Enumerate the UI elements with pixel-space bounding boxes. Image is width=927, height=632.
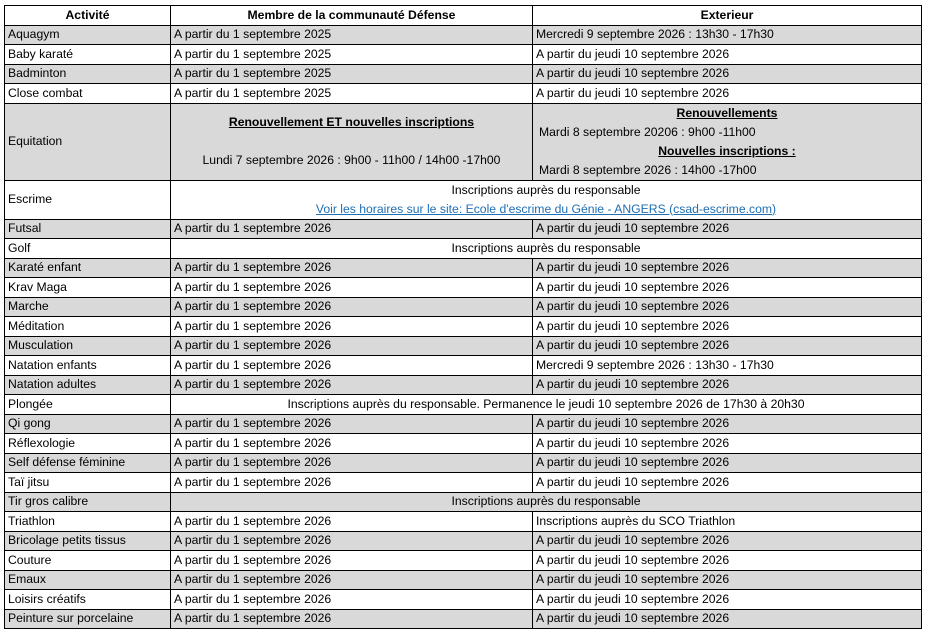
- table-row: [5, 219, 922, 239]
- exterior-cell: A partir du jeudi 10 septembre 2026: [533, 453, 922, 473]
- member-cell: A partir du 1 septembre 2026: [171, 336, 533, 356]
- activity-cell: Plongée: [5, 395, 171, 415]
- member-cell: A partir du 1 septembre 2026: [171, 258, 533, 278]
- activity-cell: Escrime: [5, 180, 171, 219]
- member-spacer: [174, 132, 529, 151]
- merged-cell: Inscriptions auprès du responsable: [171, 492, 922, 512]
- table-row: [5, 531, 922, 551]
- activity-cell: Triathlon: [5, 512, 171, 532]
- member-cell: A partir du 1 septembre 2026: [171, 453, 533, 473]
- table-row: [5, 551, 922, 571]
- exterior-cell: Mercredi 9 septembre 2026 : 13h30 - 17h30: [533, 356, 922, 376]
- registration-table: [4, 5, 922, 629]
- exterior-cell: A partir du jeudi 10 septembre 2026: [533, 84, 922, 104]
- member-cell: A partir du 1 septembre 2026: [171, 434, 533, 454]
- exterior-cell: Inscriptions auprès du SCO Triathlon: [533, 512, 922, 532]
- header-member: Membre de la communauté Défense: [171, 6, 533, 26]
- merged-cell: Inscriptions auprès du responsable. Permanence le jeudi 10 septembre 2026 de 17h30 à 20h30: [171, 395, 922, 415]
- table-row: [5, 84, 922, 104]
- member-cell: [171, 103, 533, 180]
- activity-cell: Natation adultes: [5, 375, 171, 395]
- member-cell: A partir du 1 septembre 2026: [171, 609, 533, 629]
- activity-cell: Bricolage petits tissus: [5, 531, 171, 551]
- exterior-cell: A partir du jeudi 10 septembre 2026: [533, 570, 922, 590]
- member-cell: A partir du 1 septembre 2026: [171, 356, 533, 376]
- activity-cell: Couture: [5, 551, 171, 571]
- exterior-cell: A partir du jeudi 10 septembre 2026: [533, 414, 922, 434]
- table-row: [5, 453, 922, 473]
- table-row: [5, 395, 922, 415]
- activity-cell: Baby karaté: [5, 45, 171, 65]
- member-cell: A partir du 1 septembre 2026: [171, 317, 533, 337]
- table-row-escrime: [5, 180, 922, 219]
- activity-cell: Méditation: [5, 317, 171, 337]
- activity-cell: Musculation: [5, 336, 171, 356]
- table-row: [5, 375, 922, 395]
- exterior-renew-title: Renouvellements: [676, 105, 778, 120]
- table-row-equitation: [5, 103, 922, 180]
- activity-cell: Marche: [5, 297, 171, 317]
- member-cell: A partir du 1 septembre 2026: [171, 278, 533, 298]
- member-cell: A partir du 1 septembre 2026: [171, 551, 533, 571]
- table-row: [5, 512, 922, 532]
- exterior-cell: A partir du jeudi 10 septembre 2026: [533, 278, 922, 298]
- member-text: Lundi 7 septembre 2026 : 9h00 - 11h00 / 14h00 -17h00: [202, 153, 501, 167]
- table-row: [5, 258, 922, 278]
- member-cell: A partir du 1 septembre 2026: [171, 473, 533, 493]
- exterior-cell: A partir du jeudi 10 septembre 2026: [533, 336, 922, 356]
- member-subtitle: Renouvellement ET nouvelles inscriptions: [228, 115, 475, 129]
- table-row: [5, 25, 922, 45]
- header-exterior: Exterieur: [533, 6, 922, 26]
- member-cell: A partir du 1 septembre 2025: [171, 84, 533, 104]
- activity-cell: Close combat: [5, 84, 171, 104]
- exterior-new-title: Nouvelles inscriptions :: [658, 143, 796, 158]
- table-row: [5, 278, 922, 298]
- exterior-cell: [533, 103, 922, 180]
- member-cell: A partir du 1 septembre 2026: [171, 219, 533, 239]
- activity-cell: Aquagym: [5, 25, 171, 45]
- header-row: [5, 6, 922, 26]
- member-cell: A partir du 1 septembre 2026: [171, 512, 533, 532]
- exterior-renew-text: Mardi 8 septembre 20206 : 9h00 -11h00: [539, 124, 756, 139]
- activity-cell: Qi gong: [5, 414, 171, 434]
- exterior-cell: A partir du jeudi 10 septembre 2026: [533, 375, 922, 395]
- activity-cell: Golf: [5, 239, 171, 259]
- table-row: [5, 414, 922, 434]
- activity-cell: Emaux: [5, 570, 171, 590]
- member-cell: A partir du 1 septembre 2026: [171, 590, 533, 610]
- exterior-cell: A partir du jeudi 10 septembre 2026: [533, 45, 922, 65]
- activity-cell: Loisirs créatifs: [5, 590, 171, 610]
- exterior-cell: Mercredi 9 septembre 2026 : 13h30 - 17h30: [533, 25, 922, 45]
- table-row: [5, 570, 922, 590]
- table-row: [5, 609, 922, 629]
- activity-cell: Karaté enfant: [5, 258, 171, 278]
- table-row: [5, 45, 922, 65]
- table-row: [5, 317, 922, 337]
- member-cell: A partir du 1 septembre 2026: [171, 414, 533, 434]
- exterior-cell: A partir du jeudi 10 septembre 2026: [533, 473, 922, 493]
- member-cell: A partir du 1 septembre 2025: [171, 25, 533, 45]
- activity-cell: Equitation: [5, 103, 171, 180]
- exterior-cell: A partir du jeudi 10 septembre 2026: [533, 551, 922, 571]
- activity-cell: Krav Maga: [5, 278, 171, 298]
- member-cell: A partir du 1 septembre 2026: [171, 297, 533, 317]
- exterior-new-text: Mardi 8 septembre 2026 : 14h00 -17h00: [539, 162, 757, 177]
- table-row: [5, 590, 922, 610]
- table-row: [5, 356, 922, 376]
- member-cell: A partir du 1 septembre 2025: [171, 45, 533, 65]
- table-row: [5, 473, 922, 493]
- activity-cell: Tir gros calibre: [5, 492, 171, 512]
- member-cell: A partir du 1 septembre 2025: [171, 64, 533, 84]
- exterior-cell: A partir du jeudi 10 septembre 2026: [533, 258, 922, 278]
- merged-cell: [171, 180, 922, 219]
- table-row: [5, 492, 922, 512]
- exterior-cell: A partir du jeudi 10 septembre 2026: [533, 64, 922, 84]
- member-cell: A partir du 1 septembre 2026: [171, 375, 533, 395]
- activity-cell: Futsal: [5, 219, 171, 239]
- escrime-text: Inscriptions auprès du responsable: [451, 182, 641, 197]
- exterior-cell: A partir du jeudi 10 septembre 2026: [533, 219, 922, 239]
- exterior-cell: A partir du jeudi 10 septembre 2026: [533, 317, 922, 337]
- table-row: [5, 336, 922, 356]
- member-cell: A partir du 1 septembre 2026: [171, 570, 533, 590]
- table-row: [5, 434, 922, 454]
- activity-cell: Self défense féminine: [5, 453, 171, 473]
- activity-cell: Badminton: [5, 64, 171, 84]
- escrime-link[interactable]: Voir les horaires sur le site: Ecole d'escrime du Génie - ANGERS (csad-escrime.com): [315, 201, 777, 216]
- exterior-cell: A partir du jeudi 10 septembre 2026: [533, 590, 922, 610]
- exterior-cell: A partir du jeudi 10 septembre 2026: [533, 609, 922, 629]
- table-row: [5, 239, 922, 259]
- activity-cell: Réflexologie: [5, 434, 171, 454]
- activity-cell: Taï jitsu: [5, 473, 171, 493]
- activity-cell: Peinture sur porcelaine: [5, 609, 171, 629]
- member-cell: A partir du 1 septembre 2026: [171, 531, 533, 551]
- table-row: [5, 64, 922, 84]
- exterior-cell: A partir du jeudi 10 septembre 2026: [533, 531, 922, 551]
- activity-cell: Natation enfants: [5, 356, 171, 376]
- exterior-cell: A partir du jeudi 10 septembre 2026: [533, 434, 922, 454]
- merged-cell: Inscriptions auprès du responsable: [171, 239, 922, 259]
- header-activity: Activité: [5, 6, 171, 26]
- exterior-cell: A partir du jeudi 10 septembre 2026: [533, 297, 922, 317]
- table-row: [5, 297, 922, 317]
